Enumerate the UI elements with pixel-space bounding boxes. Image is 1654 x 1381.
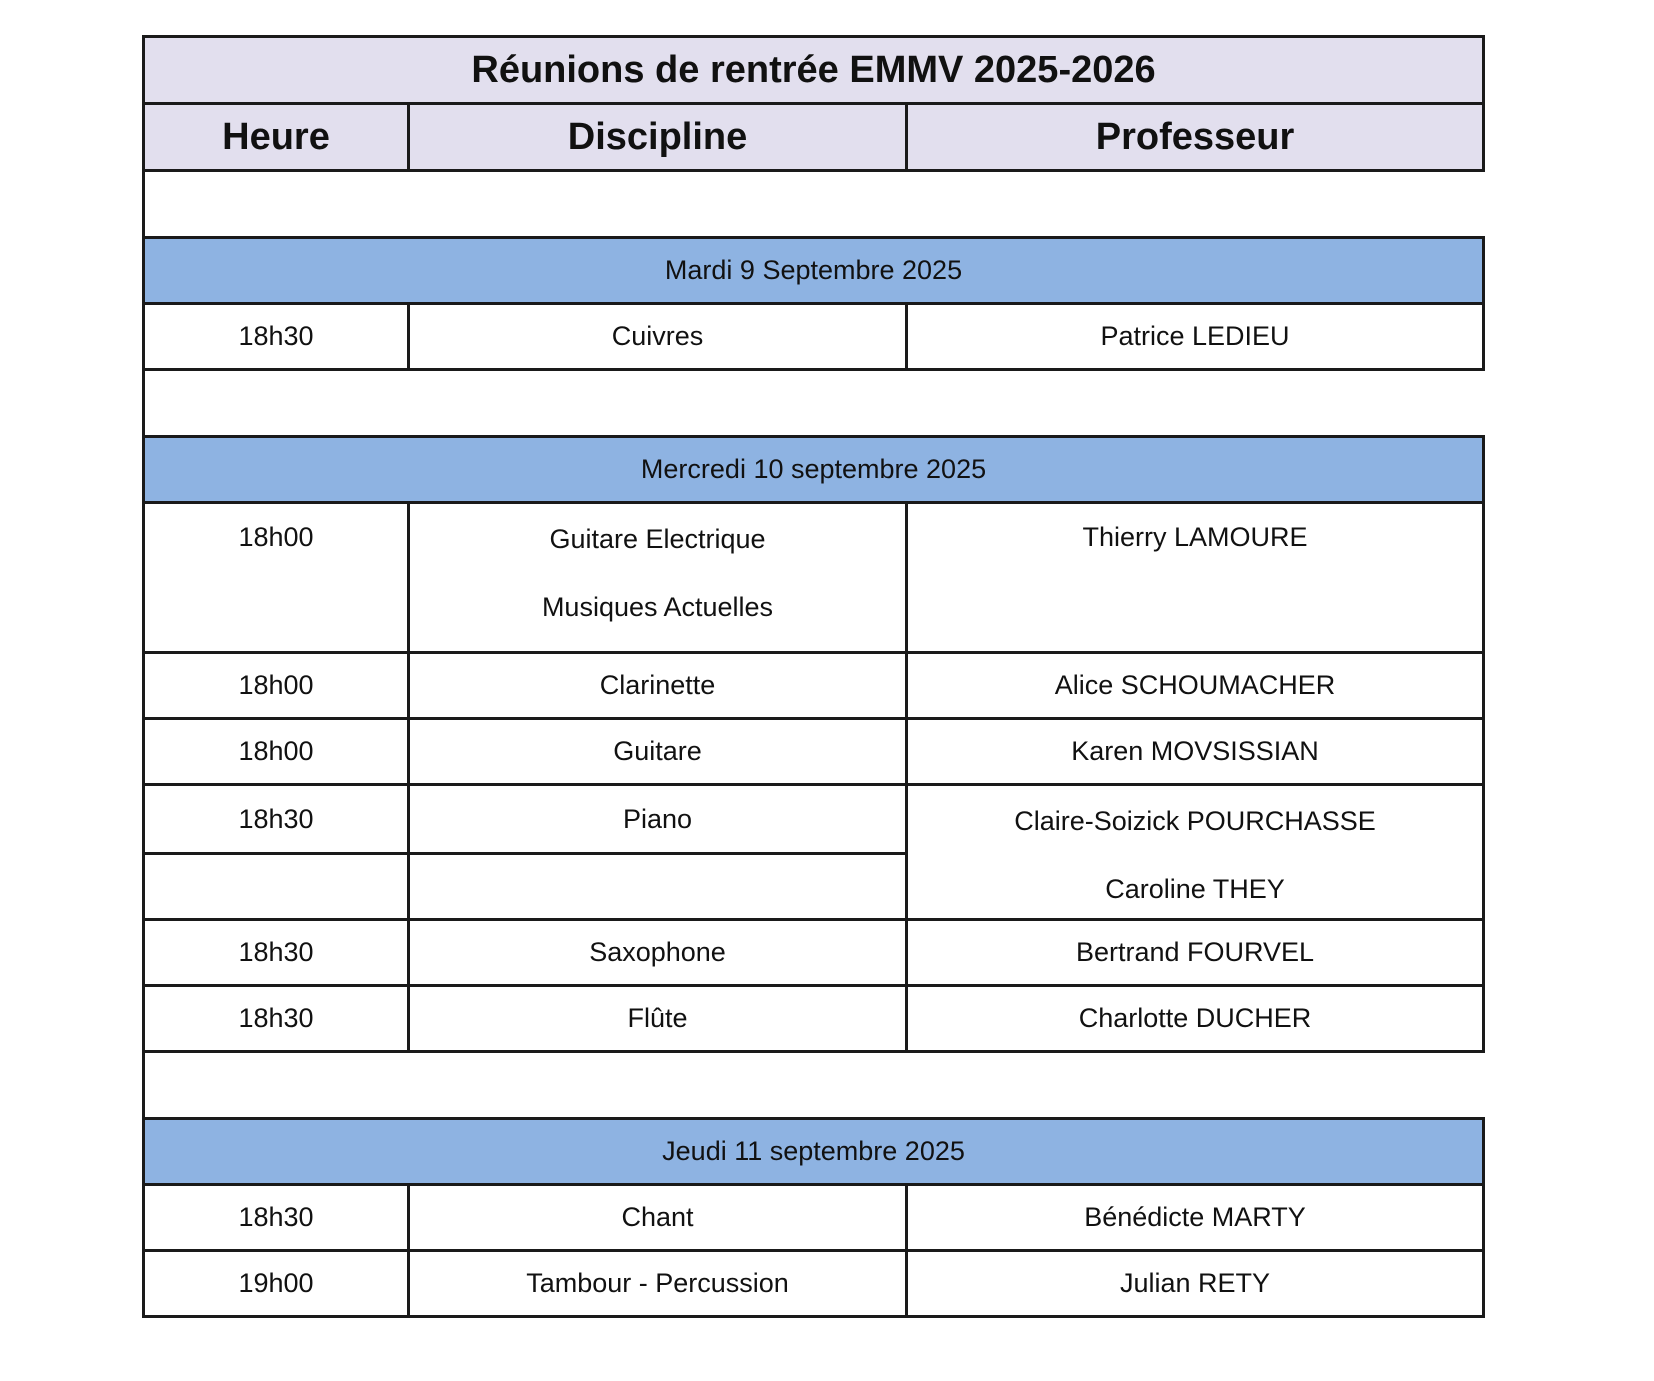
teacher-cell [907,785,1484,920]
title-row [144,37,1484,104]
time-cell: 18h30 [144,304,409,370]
day-label: Jeudi 11 septembre 2025 [144,1119,1484,1185]
discipline-cell: Chant [409,1185,907,1251]
discipline-line: Guitare Electrique [549,524,766,554]
teacher-cell: Karen MOVSISSIAN [907,719,1484,785]
spacer-row [144,370,1484,437]
schedule-sheet [142,35,1482,1318]
day-label: Mardi 9 Septembre 2025 [144,238,1484,304]
discipline-cell: Flûte [409,986,907,1052]
table-row [144,1185,1484,1251]
column-header-professeur: Professeur [907,104,1484,171]
discipline-cell: Piano [409,785,907,854]
table-row [144,920,1484,986]
time-cell: 19h00 [144,1251,409,1317]
discipline-cell: Clarinette [409,653,907,719]
discipline-line: Musiques Actuelles [541,592,774,622]
table-row [144,719,1484,785]
teacher-cell: Thierry LAMOURE [907,503,1484,653]
spacer-cell [144,1052,1484,1119]
day-header-row [144,238,1484,304]
table-row [144,304,1484,370]
teacher-cell: Julian RETY [907,1251,1484,1317]
spacer-cell [144,171,1484,238]
table-row [144,653,1484,719]
time-cell: 18h30 [144,785,409,854]
teacher-cell: Bertrand FOURVEL [907,920,1484,986]
spacer-row [144,171,1484,238]
schedule-table [142,35,1485,1318]
table-row [144,785,1484,854]
table-row [144,503,1484,653]
time-cell: 18h00 [144,719,409,785]
discipline-cell [409,503,907,653]
discipline-cell-empty [409,854,907,920]
column-header-discipline: Discipline [409,104,907,171]
time-cell: 18h00 [144,503,409,653]
teacher-line: Caroline THEY [1105,874,1285,904]
day-header-row [144,1119,1484,1185]
schedule-title: Réunions de rentrée EMMV 2025-2026 [144,37,1484,104]
teacher-cell: Alice SCHOUMACHER [907,653,1484,719]
spacer-row [144,1052,1484,1119]
day-header-row [144,437,1484,503]
discipline-cell: Tambour - Percussion [409,1251,907,1317]
teacher-line: Claire-Soizick POURCHASSE [1014,806,1376,836]
time-cell: 18h30 [144,986,409,1052]
time-cell: 18h30 [144,920,409,986]
column-header-row [144,104,1484,171]
spacer-cell [144,370,1484,437]
table-row [144,1251,1484,1317]
teacher-cell: Patrice LEDIEU [907,304,1484,370]
table-row [144,986,1484,1052]
day-label: Mercredi 10 septembre 2025 [144,437,1484,503]
time-cell-empty [144,854,409,920]
teacher-cell: Charlotte DUCHER [907,986,1484,1052]
teacher-cell: Bénédicte MARTY [907,1185,1484,1251]
discipline-cell: Guitare [409,719,907,785]
column-header-heure: Heure [144,104,409,171]
time-cell: 18h00 [144,653,409,719]
time-cell: 18h30 [144,1185,409,1251]
discipline-cell: Cuivres [409,304,907,370]
discipline-cell: Saxophone [409,920,907,986]
